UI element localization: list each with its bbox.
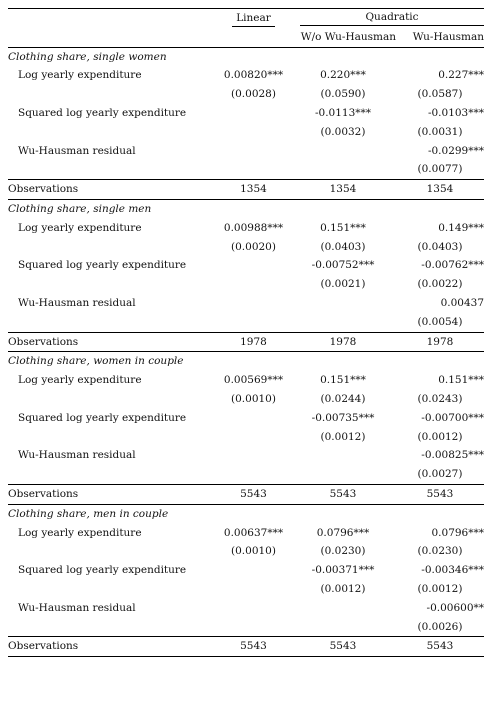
empty-cell bbox=[217, 142, 290, 161]
table-row bbox=[8, 524, 484, 543]
obs-wu: 5543 bbox=[396, 484, 484, 504]
coef-wo-wu: 0.151*** bbox=[320, 221, 366, 234]
row-label: Squared log yearly expenditure bbox=[18, 564, 187, 577]
empty-cell bbox=[217, 104, 290, 123]
empty-cell bbox=[8, 465, 217, 484]
coef-wu: -0.0299*** bbox=[427, 144, 484, 157]
row-label: Squared log yearly expenditure bbox=[18, 411, 187, 424]
coef-wu: 0.149*** bbox=[438, 221, 484, 234]
header-wu-hausman: Wu-Hausman bbox=[396, 28, 484, 47]
empty-cell bbox=[290, 313, 396, 332]
empty-cell bbox=[8, 618, 217, 637]
coef-linear: 0.00569*** bbox=[223, 374, 284, 387]
obs-wo-wu: 1978 bbox=[290, 332, 396, 352]
section-title-row bbox=[8, 504, 484, 523]
coef-wu: 0.00437 bbox=[440, 296, 484, 309]
se-wu: (0.0012) bbox=[417, 430, 463, 443]
empty-cell bbox=[217, 160, 290, 179]
empty-cell bbox=[217, 580, 290, 599]
row-label: Log yearly expenditure bbox=[18, 526, 142, 539]
table-row bbox=[8, 580, 484, 599]
obs-wo-wu: 5543 bbox=[290, 484, 396, 504]
empty-cell bbox=[290, 294, 396, 313]
coef-wo-wu: -0.00735*** bbox=[311, 411, 375, 424]
empty-cell bbox=[8, 580, 217, 599]
section-title: Clothing share, men in couple bbox=[8, 507, 169, 520]
table-row bbox=[8, 599, 484, 618]
empty-cell bbox=[217, 599, 290, 618]
table-row bbox=[8, 142, 484, 161]
table-row bbox=[8, 85, 484, 104]
obs-wu: 1978 bbox=[396, 332, 484, 352]
coef-wo-wu: -0.00752*** bbox=[311, 259, 375, 272]
row-label: Log yearly expenditure bbox=[18, 221, 142, 234]
section-title: Clothing share, women in couple bbox=[8, 355, 184, 368]
observations-row bbox=[8, 332, 484, 352]
empty-cell bbox=[290, 142, 396, 161]
empty-cell bbox=[217, 409, 290, 428]
header-quadratic: Quadratic bbox=[300, 10, 484, 26]
observations-label: Observations bbox=[8, 484, 217, 504]
row-label: Wu-Hausman residual bbox=[18, 601, 136, 614]
se-wu: (0.0022) bbox=[417, 278, 463, 291]
coef-wu: -0.00346*** bbox=[421, 564, 484, 577]
se-wu: (0.0403) bbox=[417, 240, 463, 253]
empty-cell bbox=[217, 465, 290, 484]
coef-wu: 0.151*** bbox=[438, 374, 484, 387]
se-wo-wu: (0.0230) bbox=[320, 545, 366, 558]
se-wu: (0.0587) bbox=[417, 88, 463, 101]
obs-wo-wu: 5543 bbox=[290, 637, 396, 657]
se-linear: (0.0010) bbox=[231, 545, 276, 558]
section-title: Clothing share, single men bbox=[8, 202, 152, 215]
table-row bbox=[8, 409, 484, 428]
table-row bbox=[8, 428, 484, 447]
section-title-row bbox=[8, 47, 484, 66]
se-wu: (0.0077) bbox=[396, 160, 484, 179]
coef-wu: -0.00825*** bbox=[421, 449, 484, 462]
se-wu: (0.0031) bbox=[417, 125, 463, 138]
coef-wo-wu: -0.0113*** bbox=[314, 106, 372, 119]
se-wu: (0.0012) bbox=[417, 582, 463, 595]
coef-wo-wu: -0.00371*** bbox=[311, 564, 375, 577]
table-row bbox=[8, 465, 484, 484]
empty-cell bbox=[217, 446, 290, 465]
se-wo-wu: (0.0403) bbox=[320, 240, 366, 253]
section-title-row bbox=[8, 199, 484, 218]
empty-cell bbox=[8, 542, 217, 561]
empty-cell bbox=[8, 428, 217, 447]
obs-linear: 5543 bbox=[217, 637, 290, 657]
empty-cell bbox=[290, 599, 396, 618]
se-wo-wu: (0.0032) bbox=[320, 125, 366, 138]
se-linear: (0.0020) bbox=[231, 240, 276, 253]
se-wo-wu: (0.0244) bbox=[320, 392, 366, 405]
table-row bbox=[8, 66, 484, 85]
se-linear: (0.0028) bbox=[231, 88, 276, 101]
empty-cell bbox=[290, 446, 396, 465]
observations-row bbox=[8, 180, 484, 200]
row-label: Log yearly expenditure bbox=[18, 374, 142, 387]
coef-wu: -0.00600** bbox=[426, 601, 484, 614]
coef-wo-wu: 0.0796*** bbox=[316, 526, 370, 539]
empty-cell bbox=[8, 275, 217, 294]
table-row bbox=[8, 275, 484, 294]
coef-linear: 0.00988*** bbox=[223, 221, 284, 234]
table-row bbox=[8, 618, 484, 637]
table-row bbox=[8, 104, 484, 123]
se-linear: (0.0010) bbox=[231, 392, 276, 405]
empty-cell bbox=[290, 160, 396, 179]
obs-wo-wu: 1354 bbox=[290, 180, 396, 200]
coef-wu: -0.00762*** bbox=[421, 259, 484, 272]
table-row bbox=[8, 238, 484, 257]
observations-label: Observations bbox=[8, 332, 217, 352]
table-row bbox=[8, 219, 484, 238]
coef-wu: -0.00700*** bbox=[421, 411, 484, 424]
coef-wo-wu: 0.220*** bbox=[320, 69, 366, 82]
coef-wu: -0.0103*** bbox=[427, 106, 484, 119]
observations-label: Observations bbox=[8, 637, 217, 657]
se-wu: (0.0230) bbox=[417, 545, 463, 558]
section-title-row bbox=[8, 352, 484, 371]
se-wu: (0.0027) bbox=[396, 465, 484, 484]
empty-cell bbox=[217, 123, 290, 142]
se-wo-wu: (0.0012) bbox=[320, 430, 366, 443]
se-wo-wu: (0.0590) bbox=[320, 88, 366, 101]
coef-wo-wu: 0.151*** bbox=[320, 374, 366, 387]
empty-cell bbox=[8, 123, 217, 142]
coef-wu: 0.227*** bbox=[438, 69, 484, 82]
table-row bbox=[8, 160, 484, 179]
row-label: Wu-Hausman residual bbox=[18, 449, 136, 462]
row-label: Wu-Hausman residual bbox=[18, 144, 136, 157]
obs-wu: 5543 bbox=[396, 637, 484, 657]
row-label: Wu-Hausman residual bbox=[18, 296, 136, 309]
section-title: Clothing share, single women bbox=[8, 50, 167, 63]
empty-cell bbox=[8, 313, 217, 332]
empty-cell bbox=[217, 618, 290, 637]
observations-row bbox=[8, 484, 484, 504]
table-row bbox=[8, 446, 484, 465]
observations-row bbox=[8, 637, 484, 657]
table-row bbox=[8, 313, 484, 332]
table-row bbox=[8, 542, 484, 561]
coef-wu: 0.0796*** bbox=[431, 526, 484, 539]
obs-wu: 1354 bbox=[396, 180, 484, 200]
empty-cell bbox=[217, 294, 290, 313]
empty-cell bbox=[8, 390, 217, 409]
header-wo-wu-hausman: W/o Wu-Hausman bbox=[290, 28, 396, 47]
header-row-2 bbox=[8, 28, 484, 47]
obs-linear: 5543 bbox=[217, 484, 290, 504]
header-row-1 bbox=[8, 9, 484, 28]
table-row bbox=[8, 256, 484, 275]
se-wu: (0.0054) bbox=[396, 313, 484, 332]
header-linear: Linear bbox=[232, 11, 275, 27]
coef-linear: 0.00637*** bbox=[223, 526, 284, 539]
coef-linear: 0.00820*** bbox=[223, 69, 284, 82]
row-label: Squared log yearly expenditure bbox=[18, 259, 187, 272]
empty-cell bbox=[8, 85, 217, 104]
row-label: Squared log yearly expenditure bbox=[18, 106, 187, 119]
regression-table bbox=[8, 8, 484, 657]
table-row bbox=[8, 123, 484, 142]
se-wu: (0.0243) bbox=[417, 392, 463, 405]
table-row bbox=[8, 371, 484, 390]
empty-cell bbox=[8, 160, 217, 179]
empty-cell bbox=[217, 561, 290, 580]
se-wo-wu: (0.0012) bbox=[320, 582, 366, 595]
empty-cell bbox=[217, 275, 290, 294]
empty-cell bbox=[217, 428, 290, 447]
empty-cell bbox=[8, 238, 217, 257]
se-wu: (0.0026) bbox=[396, 618, 484, 637]
row-label: Log yearly expenditure bbox=[18, 69, 142, 82]
obs-linear: 1354 bbox=[217, 180, 290, 200]
table-row bbox=[8, 561, 484, 580]
table-row bbox=[8, 390, 484, 409]
se-wo-wu: (0.0021) bbox=[320, 278, 366, 291]
empty-cell bbox=[217, 313, 290, 332]
table-row bbox=[8, 294, 484, 313]
obs-linear: 1978 bbox=[217, 332, 290, 352]
empty-cell bbox=[217, 256, 290, 275]
observations-label: Observations bbox=[8, 180, 217, 200]
empty-cell bbox=[290, 465, 396, 484]
empty-cell bbox=[290, 618, 396, 637]
